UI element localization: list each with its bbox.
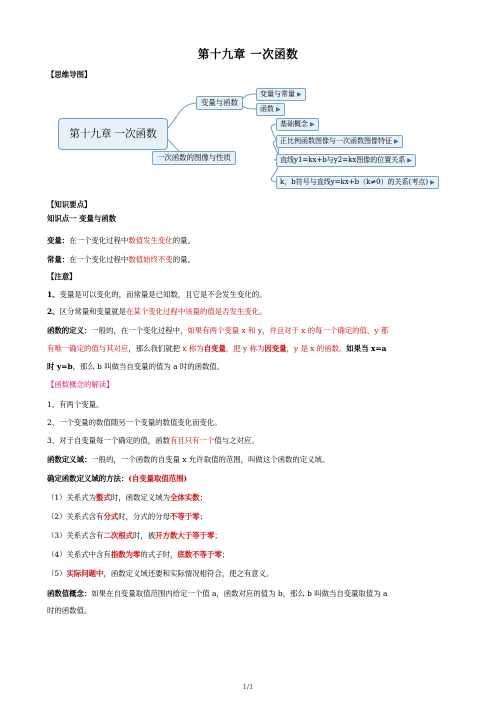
method-2 (47, 512, 207, 522)
mind-map-node-line-position (276, 154, 416, 167)
expand-arrow-icon: ▶ (407, 157, 412, 164)
highlight-term: (自变量取值范围) (128, 474, 188, 483)
page-number: 1/1 (242, 683, 254, 691)
method-1 (47, 493, 207, 503)
function-definition-line3 (47, 362, 224, 372)
page-title: 第十九章 一次函数 (197, 47, 299, 61)
mind-map-root: 第十九章 一次函数 (58, 118, 168, 150)
text: 一般的，一个函数的自变量 x 允许取值的范围，叫做这个函数的定义域。 (91, 455, 330, 464)
branch-label: 变量与函数 (201, 98, 238, 107)
node-label: 正比例函数图像与一次函数图像特征 (280, 137, 392, 145)
text: 时，分式的分母 (118, 512, 170, 521)
text: ，那么 b 叫做当自变量的值为 a 时的函数值。 (72, 362, 225, 371)
term-label: 变量： (47, 236, 70, 245)
text: 时，被 (133, 531, 156, 540)
text: ，函数定义域还要和实际情况相符合，使之有意义。 (103, 569, 274, 578)
method-4 (47, 550, 229, 560)
text: 在一个变化过程中 (69, 255, 129, 264)
highlight-text: 有唯一确定的值与其对应 (47, 344, 129, 353)
text: ； (214, 531, 222, 540)
highlight-text: 数值发生变化 (128, 236, 173, 245)
node-label: 函数 (260, 105, 274, 113)
node-label: k，b符号与直线y=kx+b（k≠0）的关系(考点) (280, 178, 429, 186)
text: 一般的，在一个变化过程中， (91, 326, 188, 335)
text: 。 (259, 307, 267, 316)
text: ； (199, 493, 207, 502)
mind-map-node-basics (276, 118, 319, 131)
term-label: 常量： (47, 255, 70, 264)
branch-label: 一次函数的图像与性质 (157, 153, 231, 162)
text: ，那么我们就把 (128, 344, 183, 353)
term-label: 函数值概念： (47, 589, 92, 598)
function-definition-line1 (47, 326, 388, 336)
knowledge-heading: 【知识要点】 (47, 200, 92, 209)
text: 值与之对应。 (214, 436, 259, 445)
text: 区分常量和变量就是 (59, 307, 127, 316)
function-value-line1 (47, 589, 387, 599)
highlight-term: 整式 (96, 493, 111, 502)
text: ； (221, 550, 230, 559)
expand-arrow-icon: ▶ (297, 91, 302, 98)
highlight-term: 二次根式 (103, 531, 134, 540)
note-number: 1、 (47, 290, 60, 299)
domain-definition (47, 455, 329, 465)
concept-2: 2、一个变量的数值随另一个变量的数值变化而变化。 (47, 418, 222, 427)
mind-map-branch-graph (152, 151, 236, 165)
node-label: 基础概念 (280, 120, 308, 128)
highlight-text: ，把 y 称为 (225, 344, 265, 353)
text: （4）关系式中含有 (47, 550, 111, 559)
method-3 (47, 531, 222, 541)
highlight-term: 全体实数 (169, 493, 200, 502)
connector-root-branch1 (166, 103, 196, 130)
highlight-term: 不等于零 (169, 512, 200, 521)
text: （5） (47, 569, 67, 578)
variable-definition (47, 236, 195, 246)
highlight-text: 在某个变化过程中该量的值是否发生变化 (126, 307, 260, 316)
constant-definition (47, 255, 195, 265)
highlight-text: 数值始终不变 (128, 255, 173, 264)
mind-map-branch-variables (196, 96, 243, 110)
highlight-term: 底数不等于零 (177, 550, 222, 559)
point1-heading: 知识点一 变量与函数 (47, 214, 117, 223)
text: 的量。 (172, 236, 195, 245)
mind-map-node-variable-constant (256, 88, 306, 101)
concept-3 (47, 436, 259, 446)
text: 的量。 (172, 255, 195, 264)
text: 时，函数定义域为 (110, 493, 170, 502)
text: 如果在自变量取值范围内给定一个值 a，函数对应的值为 b，那么 b 叫做当自变量取值为 a (91, 589, 388, 598)
highlight-text: ，y 是 x 的函数。 (286, 344, 347, 353)
highlight-text: 如果有两个变量 x 和 y，并且对于 x 的每一个确定的值，y 都 (187, 326, 389, 335)
highlight-text: 有且只有一个 (169, 436, 215, 445)
function-definition-line2 (47, 344, 386, 354)
text: （3）关系式含有 (47, 531, 104, 540)
mind-map-node-graph-features (276, 135, 403, 148)
note-number: 2、 (47, 307, 60, 316)
text: （2）关系式含有 (47, 512, 104, 521)
mindmap-heading: 【思维导图】 (47, 70, 92, 79)
text: ； (199, 512, 207, 521)
function-value-line2: 时的函数值。 (47, 606, 92, 615)
node-label: 变量与常量 (260, 90, 295, 98)
term-label: 确定函数定义域的方法： (47, 474, 129, 483)
highlight-term: 指数为零 (110, 550, 141, 559)
text: （1）关系式为 (47, 493, 97, 502)
text: 变量是可以变化的，而常量是已知数，且它是不会发生变化的。 (59, 290, 267, 299)
highlight-term: 因变量 (264, 344, 287, 353)
expand-arrow-icon: ▶ (276, 106, 281, 113)
node-label: 直线y1=kx+b与y2=kx图像的位置关系 (280, 156, 406, 164)
term-label: 函数定义域： (47, 455, 92, 464)
note-2 (47, 307, 267, 317)
bold-text: 如果当 x=a (346, 344, 387, 353)
bold-text: 时 y=b (47, 362, 73, 371)
method-5 (47, 569, 273, 579)
mind-map-node-function (256, 103, 285, 116)
term-label: 函数的定义： (47, 326, 92, 335)
highlight-term: 开方数大于等于零 (155, 531, 215, 540)
highlight-term: 实际问题中 (66, 569, 104, 578)
note-1 (47, 290, 267, 300)
highlight-text: x 称为 (182, 344, 204, 353)
highlight-term: 自变量 (203, 344, 226, 353)
text: 3、对于自变量每一个确定的值，函数 (47, 436, 170, 445)
function-concept-heading: 【函数概念的解读】 (47, 380, 114, 389)
text: 的式子时， (140, 550, 178, 559)
text: 在一个变化过程中 (69, 236, 129, 245)
expand-arrow-icon: ▶ (430, 179, 435, 186)
concept-1: 1、有两个变量。 (47, 400, 104, 409)
expand-arrow-icon: ▶ (394, 138, 399, 145)
mind-map-node-kb-sign (276, 176, 439, 189)
expand-arrow-icon: ▶ (310, 121, 315, 128)
note-heading: 【注意】 (47, 272, 77, 281)
highlight-term: 分式 (103, 512, 119, 521)
domain-method-heading (47, 474, 187, 484)
